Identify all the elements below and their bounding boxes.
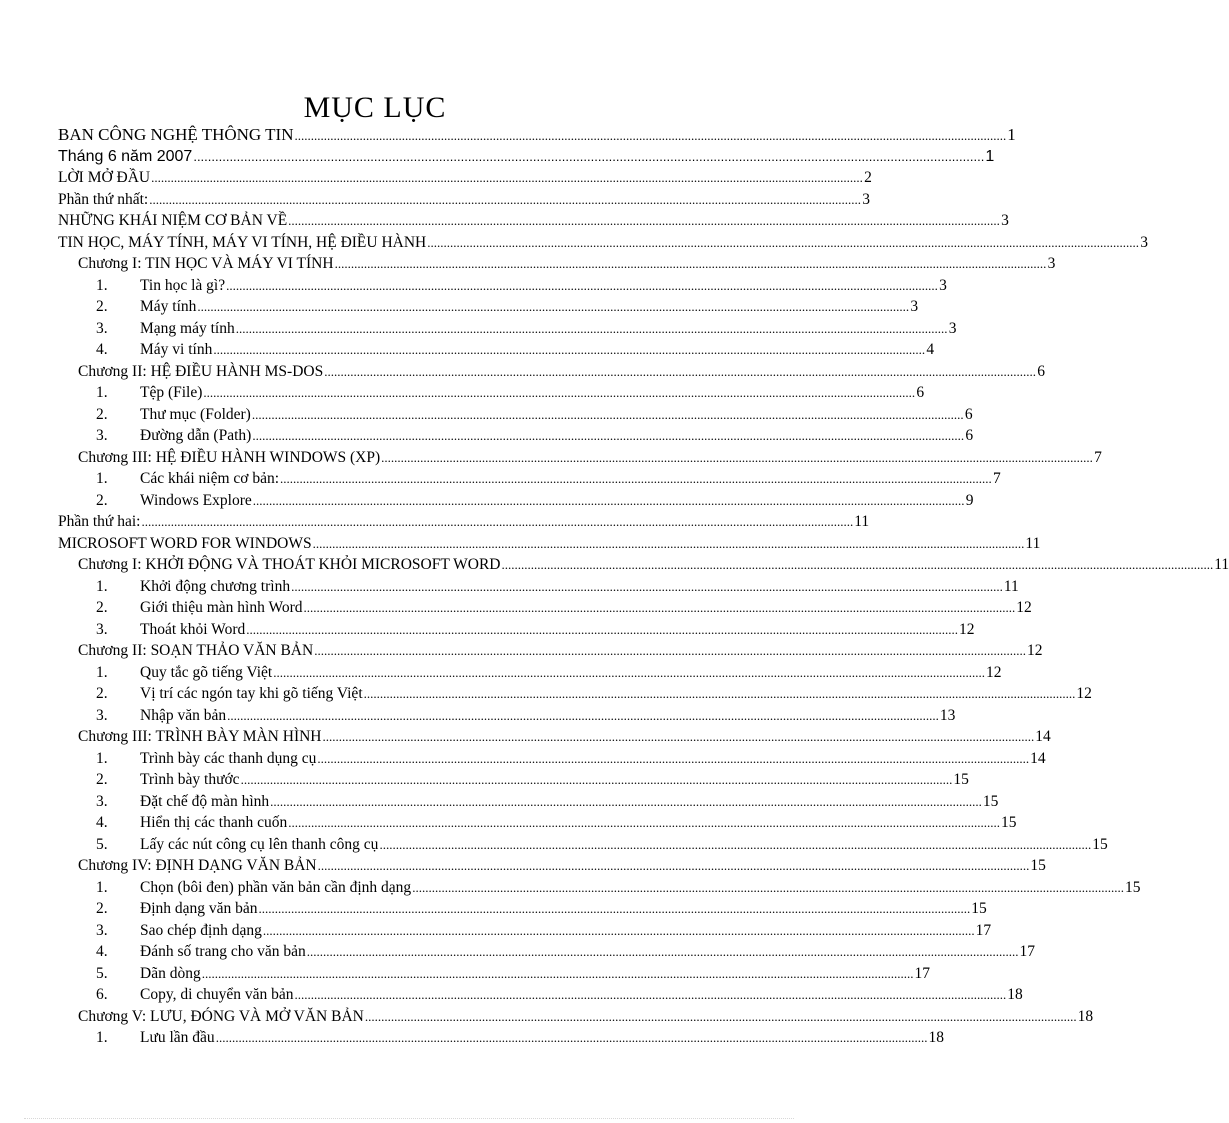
- toc-dot-leader: ...........................................................................................................................................................................................................................: [149, 191, 861, 207]
- page-title: MỤC LỤC: [303, 91, 447, 124]
- toc-entry[interactable]: [58, 318, 957, 340]
- toc-entry-number: 1.: [96, 470, 108, 487]
- toc-entry-page: 15: [1000, 814, 1017, 831]
- toc-entry[interactable]: [58, 748, 1046, 770]
- toc-entry-label: LỜI MỞ ĐẦU: [58, 169, 151, 186]
- toc-entry[interactable]: [58, 984, 1023, 1006]
- toc-entry-page: 15: [971, 900, 987, 917]
- toc-entry-label: Chương II: SOẠN THẢO VĂN BẢN: [78, 642, 314, 659]
- toc-entry-page: 12: [1026, 642, 1043, 659]
- toc-dot-leader: ...........................................................................................................................................................................................................................: [226, 277, 938, 293]
- toc-entry[interactable]: [58, 253, 1056, 275]
- toc-entry-label: Đường dẫn (Path): [140, 427, 252, 444]
- toc-entry-label: Giới thiệu màn hình Word: [140, 599, 303, 616]
- toc-entry-page: 6: [964, 405, 973, 423]
- toc-dot-leader: ...........................................................................................................................................................................................................................: [280, 471, 992, 486]
- toc-entry-number: 3.: [96, 792, 108, 810]
- toc-entry-label: Tệp (File): [140, 384, 203, 401]
- toc-entry[interactable]: [58, 877, 1141, 899]
- toc-dot-leader: ...........................................................................................................................................................................................................................: [303, 600, 1016, 615]
- toc-entry-number: 1.: [96, 749, 108, 767]
- toc-entry[interactable]: [58, 834, 1108, 856]
- toc-entry-page: 17: [975, 921, 992, 939]
- toc-entry-label: Nhập văn bản: [140, 706, 227, 724]
- toc-entry-number: 2.: [96, 405, 108, 423]
- toc-entry-number: 4.: [96, 341, 108, 358]
- toc-entry-page: 9: [965, 491, 974, 509]
- toc-dot-leader: ...........................................................................................................................................................................................................................: [197, 299, 910, 314]
- toc-entry-label: Vị trí các ngón tay khi gõ tiếng Việt: [140, 685, 363, 702]
- toc-dot-leader: ...........................................................................................................................................................................................................................: [381, 449, 1093, 465]
- toc-entry-number: 2.: [96, 298, 108, 315]
- toc-entry[interactable]: [58, 447, 1102, 469]
- toc-entry-label: Các khái niệm cơ bản:: [140, 470, 280, 487]
- toc-entry-page: 14: [1035, 728, 1051, 745]
- toc-entry[interactable]: [58, 490, 974, 512]
- toc-entry-number: 5.: [96, 835, 108, 853]
- toc-dot-leader: ...........................................................................................................................................................................................................................: [201, 965, 914, 981]
- toc-entry-label: Chọn (bôi đen) phần văn bản cần định dạng: [140, 878, 412, 896]
- toc-entry[interactable]: [58, 920, 992, 942]
- toc-entry-label: Tin học là gì?: [140, 276, 226, 294]
- toc-entry-page: 1: [1007, 125, 1016, 144]
- toc-entry[interactable]: [58, 232, 1148, 254]
- toc-entry-page: 3: [910, 298, 919, 315]
- toc-dot-leader: ...........................................................................................................................................................................................................................: [258, 901, 971, 916]
- toc-entry-label: TIN HỌC, MÁY TÍNH, MÁY VI TÍNH, HỆ ĐIỀU HÀNH: [58, 233, 427, 251]
- toc-dot-leader: ...........................................................................................................................................................................................................................: [227, 707, 939, 723]
- toc-entry[interactable]: [58, 941, 1035, 963]
- toc-entry-page: 18: [1007, 986, 1023, 1003]
- toc-entry-page: 6: [916, 384, 925, 401]
- toc-entry[interactable]: [58, 124, 1016, 146]
- toc-entry-label: Phần thứ hai:: [58, 513, 141, 530]
- toc-dot-leader: ...........................................................................................................................................................................................................................: [379, 836, 1092, 852]
- toc-entry[interactable]: [58, 275, 947, 297]
- toc-entry-label: Lấy các nút công cụ lên thanh công cụ: [140, 835, 379, 853]
- toc-entry-label: Máy tính: [140, 298, 197, 315]
- toc-dot-leader: ...........................................................................................................................................................................................................................: [314, 643, 1026, 658]
- toc-dot-leader: ...........................................................................................................................................................................................................................: [252, 428, 965, 443]
- toc-entry-page: 15: [982, 792, 999, 810]
- toc-dot-leader: ...........................................................................................................................................................................................................................: [364, 1008, 1077, 1024]
- toc-entry-page: 17: [1019, 943, 1035, 960]
- toc-entry-number: 1.: [96, 663, 108, 681]
- toc-dot-leader: ...........................................................................................................................................................................................................................: [151, 170, 863, 185]
- toc-entry[interactable]: [58, 683, 1092, 705]
- toc-entry-label: Trình bày các thanh dụng cụ: [140, 749, 317, 767]
- toc-entry[interactable]: [58, 554, 1229, 576]
- toc-entry[interactable]: [58, 855, 1046, 877]
- toc-dot-leader: ...........................................................................................................................................................................................................................: [363, 686, 1076, 701]
- toc-entry[interactable]: [58, 963, 930, 985]
- toc-dot-leader: ...........................................................................................................................................................................................................................: [235, 320, 948, 336]
- toc-entry-number: 1.: [96, 577, 108, 595]
- toc-entry-number: 2.: [96, 491, 108, 509]
- toc-entry-label: Lưu lần đầu: [140, 1029, 215, 1046]
- toc-entry-label: Phần thứ nhất:: [58, 190, 149, 208]
- toc-entry[interactable]: [58, 576, 1019, 598]
- toc-entry-page: 15: [953, 771, 969, 788]
- toc-entry-label: Máy vi tính: [140, 341, 213, 358]
- toc-entry-page: 3: [939, 276, 947, 294]
- toc-dot-leader: ...........................................................................................................................................................................................................................: [306, 944, 1019, 959]
- toc-dot-leader: ...........................................................................................................................................................................................................................: [294, 128, 1007, 143]
- toc-entry-label: Dãn dòng: [140, 964, 201, 982]
- toc-dot-leader: ...........................................................................................................................................................................................................................: [294, 987, 1007, 1002]
- toc-dot-leader: ...........................................................................................................................................................................................................................: [252, 492, 965, 508]
- toc-entry-label: Tháng 6 năm 2007: [58, 147, 193, 165]
- toc-dot-leader: ...........................................................................................................................................................................................................................: [322, 729, 1035, 744]
- toc-dot-leader: ...........................................................................................................................................................................................................................: [334, 256, 1047, 271]
- toc-entry-page: 11: [854, 513, 870, 530]
- toc-entry-page: 11: [1025, 534, 1041, 552]
- toc-entry-label: Chương III: TRÌNH BÀY MÀN HÌNH: [78, 728, 322, 745]
- toc-entry-page: 12: [1016, 599, 1032, 616]
- toc-entry-label: Copy, di chuyển văn bản: [140, 986, 294, 1003]
- toc-entry-page: 1: [985, 147, 995, 165]
- toc-entry-page: 17: [914, 964, 930, 982]
- toc-dot-leader: ...........................................................................................................................................................................................................................: [317, 750, 1030, 766]
- toc-entry-label: Chương IV: ĐỊNH DẠNG VĂN BẢN: [78, 857, 317, 874]
- toc-entry-number: 4.: [96, 943, 108, 960]
- toc-dot-leader: ...........................................................................................................................................................................................................................: [246, 621, 958, 637]
- toc-entry-label: Chương II: HỆ ĐIỀU HÀNH MS-DOS: [78, 362, 324, 380]
- toc-dot-leader: ...........................................................................................................................................................................................................................: [262, 922, 975, 938]
- toc-entry-label: NHỮNG KHÁI NIỆM CƠ BẢN VỀ: [58, 212, 288, 229]
- toc-entry[interactable]: [58, 791, 999, 813]
- toc-dot-leader: ...........................................................................................................................................................................................................................: [288, 815, 1000, 830]
- toc-entry-page: 7: [993, 470, 1001, 487]
- toc-entry-page: 11: [1214, 556, 1229, 573]
- toc-entry-number: 3.: [96, 427, 108, 444]
- toc-dot-leader: ...........................................................................................................................................................................................................................: [270, 793, 982, 809]
- toc-entry-number: 1.: [96, 276, 108, 294]
- toc-dot-leader: ...........................................................................................................................................................................................................................: [240, 772, 953, 787]
- toc-entry-label: MICROSOFT WORD FOR WINDOWS: [58, 534, 312, 552]
- toc-entry[interactable]: [58, 189, 870, 211]
- toc-entry-number: 2.: [96, 685, 108, 702]
- toc-entry-page: 6: [965, 427, 974, 444]
- toc-entry-number: 3.: [96, 620, 108, 638]
- toc-dot-leader: ...........................................................................................................................................................................................................................: [251, 406, 964, 422]
- toc-entry-label: Windows Explore: [140, 491, 252, 509]
- toc-entry-number: 2.: [96, 599, 108, 616]
- toc-entry-page: 12: [1076, 685, 1092, 702]
- toc-entry-page: 14: [1030, 749, 1046, 767]
- toc-entry[interactable]: [58, 167, 872, 189]
- toc-entry-page: 3: [1140, 233, 1148, 251]
- toc-entry-label: Thư mục (Folder): [140, 405, 251, 423]
- toc-entry-page: 13: [939, 706, 956, 724]
- toc-entry-page: 3: [862, 190, 870, 208]
- toc-entry-page: 4: [926, 341, 935, 358]
- toc-entry[interactable]: [58, 468, 1001, 490]
- toc-entry-page: 6: [1037, 362, 1045, 380]
- toc-entry-number: 1.: [96, 384, 108, 401]
- toc-entry[interactable]: [58, 597, 1032, 619]
- toc-entry[interactable]: [58, 619, 975, 641]
- toc-dot-leader: ...........................................................................................................................................................................................................................: [427, 234, 1139, 250]
- toc-entry-label: Hiển thị các thanh cuốn: [140, 814, 288, 831]
- toc-entry[interactable]: [58, 511, 870, 533]
- toc-entry[interactable]: [58, 726, 1051, 748]
- toc-entry-page: 2: [864, 169, 872, 186]
- toc-entry-number: 1.: [96, 878, 108, 896]
- toc-entry-page: 15: [1124, 878, 1141, 896]
- toc-entry-page: 18: [928, 1029, 944, 1046]
- toc-entry-number: 1.: [96, 1029, 108, 1046]
- toc-dot-leader: ...........................................................................................................................................................................................................................: [312, 535, 1025, 551]
- toc-entry[interactable]: [58, 404, 973, 426]
- toc-entry-number: 2.: [96, 771, 108, 788]
- toc-entry-label: Quy tắc gõ tiếng Việt: [140, 663, 273, 681]
- toc-entry[interactable]: [58, 640, 1043, 662]
- toc-entry-label: BAN CÔNG NGHỆ THÔNG TIN: [58, 125, 294, 144]
- toc-entry-number: 4.: [96, 814, 108, 831]
- toc-entry[interactable]: [58, 382, 925, 404]
- toc-dot-leader: ...........................................................................................................................................................................................................................: [273, 664, 985, 680]
- toc-entry-number: 5.: [96, 964, 108, 982]
- toc-entry[interactable]: [58, 1006, 1094, 1028]
- toc-entry-page: 3: [1047, 255, 1056, 272]
- toc-entry[interactable]: [58, 769, 969, 791]
- toc-dot-leader: ...........................................................................................................................................................................................................................: [193, 148, 985, 164]
- toc-entry-number: 3.: [96, 921, 108, 939]
- toc-entry-label: Sao chép định dạng: [140, 921, 262, 939]
- toc-entry[interactable]: [58, 339, 935, 361]
- toc-entry-label: Thoát khỏi Word: [140, 620, 246, 638]
- toc-entry[interactable]: [58, 1027, 944, 1049]
- toc-entry-page: 15: [1030, 857, 1046, 874]
- page-bottom-rule: [24, 1118, 794, 1119]
- toc-entry-label: Chương III: HỆ ĐIỀU HÀNH WINDOWS (XP): [78, 448, 381, 466]
- toc-entry-label: Chương V: LƯU, ĐÓNG VÀ MỞ VĂN BẢN: [78, 1007, 364, 1025]
- toc-entry-page: 12: [985, 663, 1002, 681]
- toc-entry[interactable]: [58, 296, 919, 318]
- toc-entry-label: Chương I: TIN HỌC VÀ MÁY VI TÍNH: [78, 255, 334, 272]
- toc-entry[interactable]: [58, 812, 1017, 834]
- toc-entry-label: Trình bày thước: [140, 771, 240, 788]
- toc-entry-number: 6.: [96, 986, 108, 1003]
- toc-entry-page: 3: [1001, 212, 1009, 229]
- toc-entry-number: 3.: [96, 319, 108, 337]
- toc-entry[interactable]: [58, 662, 1002, 684]
- toc-entry-label: Định dạng văn bản: [140, 900, 258, 917]
- toc-entry[interactable]: [58, 425, 974, 447]
- toc-dot-leader: ...........................................................................................................................................................................................................................: [317, 858, 1030, 873]
- toc-entry-page: 3: [948, 319, 957, 337]
- toc-entry[interactable]: [58, 898, 987, 920]
- toc-entry[interactable]: [58, 705, 956, 727]
- toc-entry[interactable]: [58, 361, 1045, 383]
- toc-entry[interactable]: [58, 210, 1009, 232]
- toc-entry-page: 18: [1077, 1007, 1094, 1025]
- toc-entry[interactable]: [58, 533, 1041, 555]
- toc-entry-page: 15: [1092, 835, 1108, 853]
- toc-dot-leader: ...........................................................................................................................................................................................................................: [412, 879, 1124, 895]
- toc-entry-label: Đánh số trang cho văn bản: [140, 943, 306, 960]
- toc-entry-label: Mạng máy tính: [140, 319, 235, 337]
- toc-dot-leader: ...........................................................................................................................................................................................................................: [141, 514, 854, 529]
- toc-entry-label: Chương I: KHỞI ĐỘNG VÀ THOÁT KHỎI MICROSOFT WORD: [78, 556, 501, 573]
- toc-entry-label: Đặt chế độ màn hình: [140, 792, 270, 810]
- toc-entry-number: 2.: [96, 900, 108, 917]
- table-of-contents: [58, 124, 1229, 1049]
- toc-dot-leader: ...........................................................................................................................................................................................................................: [501, 557, 1214, 572]
- toc-dot-leader: ...........................................................................................................................................................................................................................: [324, 363, 1036, 379]
- toc-entry-label: Khởi động chương trình: [140, 577, 291, 595]
- toc-dot-leader: ...........................................................................................................................................................................................................................: [291, 578, 1003, 594]
- toc-entry-page: 7: [1094, 448, 1102, 466]
- toc-entry-page: 11: [1003, 577, 1019, 595]
- toc-dot-leader: ...........................................................................................................................................................................................................................: [215, 1030, 928, 1045]
- toc-dot-leader: ...........................................................................................................................................................................................................................: [288, 213, 1000, 228]
- toc-entry-number: 3.: [96, 706, 108, 724]
- toc-entry-page: 12: [958, 620, 975, 638]
- toc-dot-leader: ...........................................................................................................................................................................................................................: [203, 385, 916, 400]
- toc-entry[interactable]: [58, 146, 995, 168]
- toc-dot-leader: ...........................................................................................................................................................................................................................: [213, 342, 926, 357]
